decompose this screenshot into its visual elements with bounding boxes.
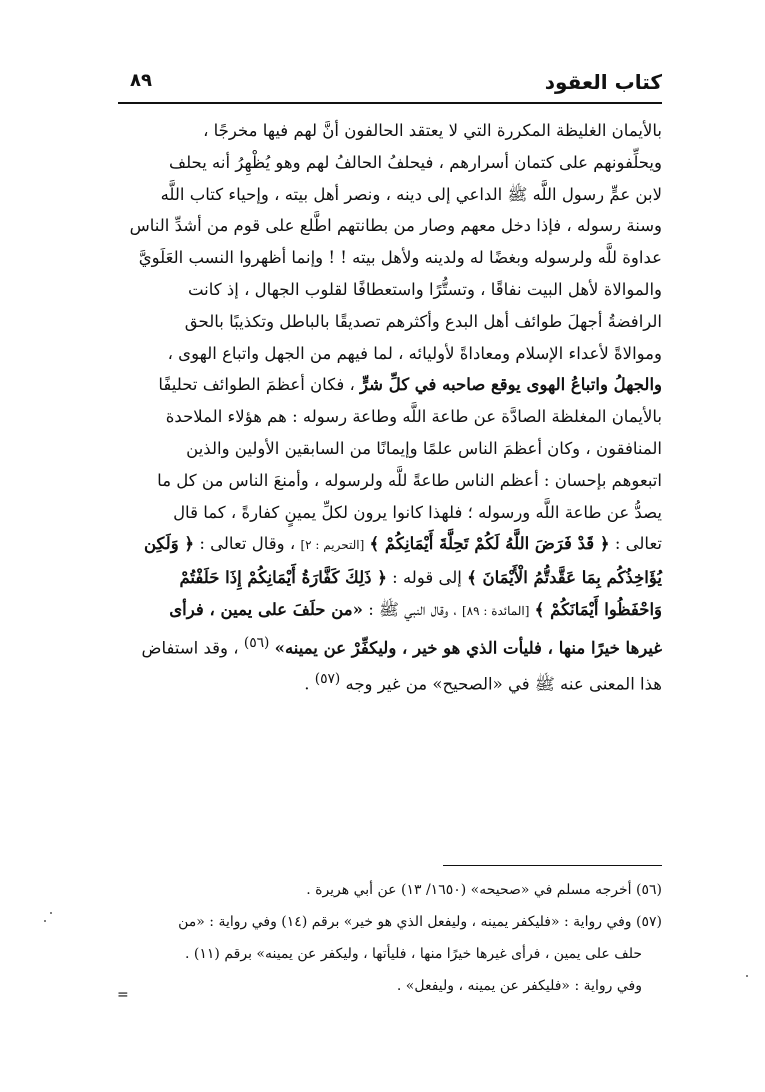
hadith-text: «من حلَفَ على يمين ، فرأى: [169, 599, 363, 619]
footnotes: [118, 874, 662, 1002]
verse-reference: [التحريم : ٢]: [300, 538, 365, 553]
text-line: لابن عمٍّ رسول اللَّه ﷺ الداعي إلى دينه ، ونصر أهل بيته ، وإحياء كتاب اللَّه: [160, 184, 662, 204]
scan-speck: [50, 912, 52, 914]
text-line: وسنة رسوله ، فإذا دخل معهم وصار من بطانتهم اطَّلع على قوم من أشدِّ الناس: [129, 216, 662, 236]
text-line: [118, 594, 662, 628]
footnote-marker: (٥٧): [314, 671, 341, 688]
scan-speck: [44, 920, 46, 922]
book-section-title: كتاب العقود: [544, 70, 662, 94]
text-line: [118, 628, 662, 664]
text-span: تعالى :: [614, 534, 662, 554]
continuation-mark: =: [117, 987, 129, 1003]
text-line: والموالاة لأهل البيت نفاقًا ، وتستُّرًا واستعطافًا لقلوب الجهال ، إذ كانت: [187, 279, 662, 299]
text-line: [118, 562, 662, 594]
footnote-57-continued: وفي رواية : «فليكفر عن يمينه ، وليفعل» .: [396, 978, 642, 994]
text-line: وموالاةً لأعداء الإسلام ومعاداةً لأوليائه ، لما فيهم من الجهل واتباع الهوى ،: [167, 343, 662, 363]
text-span: ، وقال النبي ﷺ :: [368, 599, 457, 619]
footnote-separator: [443, 865, 662, 866]
text-span: .: [304, 674, 310, 694]
text-line: الرافضةُ أجهلَ طوائف أهل البدع وأكثرهم تصديقًا بالباطل وتكذيبًا بالحق: [184, 311, 662, 331]
footnote-marker: (٥٦): [243, 634, 270, 651]
quran-verse: وَاحْفَظُوا أَيْمَانَكُمْ ﴾: [534, 599, 662, 619]
footnote-57-continued: حلف على يمين ، فرأى غيرها خيرًا منها ، فليأتها ، وليكفر عن يمينه» برقم (١١) .: [185, 946, 642, 962]
text-line: [118, 528, 662, 562]
text-line: يصدُّ عن طاعة اللَّه ورسوله ؛ فلهذا كانوا يرون لكلِّ يمينٍ كفارةً ، كما قال: [173, 502, 662, 522]
text-line: المنافقون ، وكان أعظمَ الناس علمًا وإيمانًا من السابقين الأولين والذين: [186, 438, 662, 458]
quran-verse: يُؤَاخِذُكُم بِمَا عَقَّدتُّمُ الْأَيْمَانَ ﴾: [467, 568, 662, 588]
verse-reference: [المائدة : ٨٩]: [461, 603, 530, 618]
text-line: [118, 664, 662, 700]
text-line: بالأيمان الغليظة المكررة التي لا يعتقد الحالفون أنَّ لهم فيها مخرجًا ،: [203, 121, 662, 140]
text-line: [118, 369, 662, 401]
running-header: [118, 70, 662, 98]
footnote-57: (٥٧) وفي رواية : «فليكفر يمينه ، وليفعل الذي هو خير» برقم (١٤) وفي رواية : «من: [178, 914, 662, 930]
text-span: ، وقال تعالى :: [199, 534, 296, 554]
main-text: [118, 115, 662, 700]
scan-speck: [746, 975, 748, 977]
page-number: ٨٩: [130, 70, 152, 91]
header-rule: [118, 102, 662, 104]
quran-verse: ﴿ ذَلِكَ كَفَّارَةُ أَيْمَانِكُمْ إِذَا حَلَفْتُمْ: [179, 568, 387, 588]
footnote-56: (٥٦) أخرجه مسلم في «صحيحه» (١٦٥٠/ ١٣) عن أبي هريرة .: [306, 882, 662, 898]
text-span: ، فكان أعظمَ الطوائف تحليفًا: [158, 375, 355, 395]
text-line: بالأيمان المغلظة الصادَّة عن طاعة اللَّه وطاعة رسوله : هم هؤلاء الملاحدة: [165, 407, 662, 427]
text-line: عداوة للَّه ولرسوله وبغضًا له ولدينه ولأهل بيته ! ! وإنما أظهروا النسب العَلَويَّ: [138, 248, 662, 268]
quran-verse: ﴿ قَدْ فَرَضَ اللَّهُ لَكُمْ تَحِلَّةَ أَيْمَانِكُمْ ﴾: [369, 534, 610, 554]
text-span: إلى قوله :: [392, 568, 462, 588]
quran-verse: ﴿ وَلَكِن: [144, 534, 195, 554]
bold-phrase: والجهلُ واتباعُ الهوى يوقع صاحبه في كلِّ شرٍّ: [360, 375, 662, 395]
text-line: اتبعوهم بإحسان : أعظم الناس طاعةً للَّه ولرسوله ، وأمنعَ الناس من كل ما: [157, 470, 662, 490]
text-span: هذا المعنى عنه ﷺ في «الصحيح» من غير وجه: [345, 674, 662, 694]
hadith-text: غيرها خيرًا منها ، فليأت الذي هو خير ، وليكفِّرْ عن يمينه»: [274, 638, 662, 658]
text-span: ، وقد استفاض: [141, 638, 239, 658]
text-line: ويحلِّفونهم على كتمان أسرارهم ، فيحلفُ الحالفُ لهم وهو يُظْهِرُ أنه يحلف: [169, 152, 662, 172]
